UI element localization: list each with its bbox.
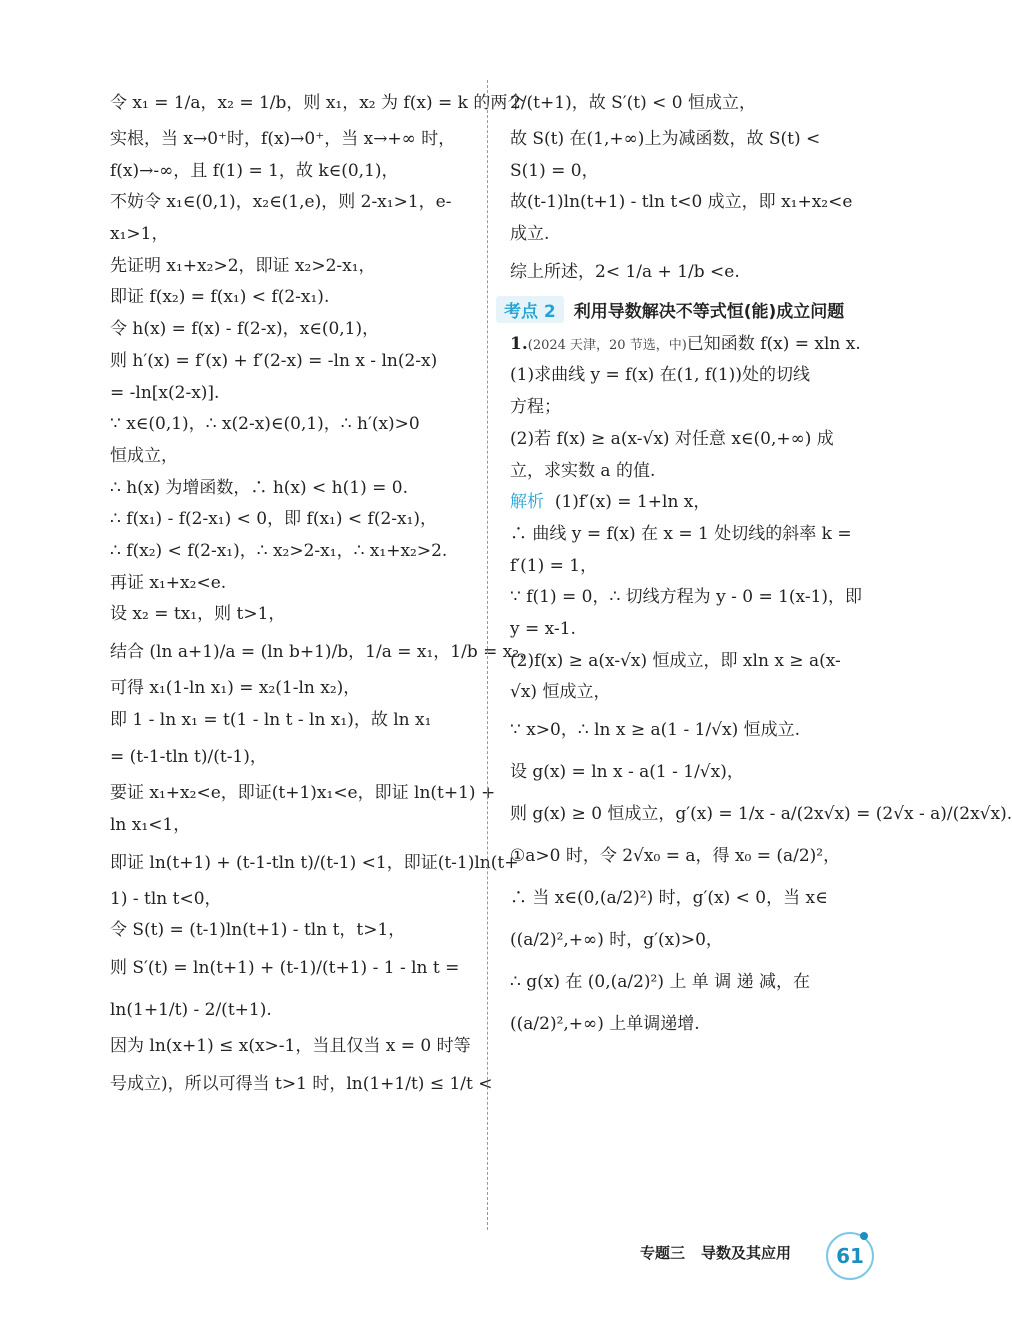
left-text-line: 1) - tln t<0， — [110, 888, 222, 909]
left-text-line: 可得 x₁(1-ln x₁) = x₂(1-ln x₂)， — [110, 678, 361, 698]
left-text-line: ∴ f(x₂) < f(2-x₁)，∴ x₂>2-x₁，∴ x₁+x₂>2. — [110, 540, 448, 561]
left-text-line: 恒成立， — [110, 445, 178, 466]
left-text-line: ln(1+1/t) - 2/(t+1). — [110, 1000, 272, 1021]
right-text-line: S(1) = 0， — [510, 160, 599, 181]
solution-line: 设 g(x) = ln x - a(1 - 1/√x)， — [510, 762, 744, 782]
left-text-line: 则 h′(x) = f′(x) + f′(2-x) = -ln x - ln(2-x) — [110, 350, 438, 371]
left-text-line: 不妨令 x₁∈(0,1)，x₂∈(1,e)，则 2-x₁>1，e- — [110, 192, 452, 213]
problem-stem: 已知函数 f(x) = xln x. — [686, 333, 861, 354]
left-text-line: 令 x₁ = 1/a，x₂ = 1/b，则 x₁，x₂ 为 f(x) = k 的两个 — [110, 93, 525, 113]
question-2-line-b: 立，求实数 a 的值. — [510, 460, 656, 481]
problem-source: (2024 天津，20 节选，中) — [527, 337, 687, 353]
solution-line: ∴ 曲线 y = f(x) 在 x = 1 处切线的斜率 k = — [510, 523, 852, 544]
question-1-line-b: 方程； — [510, 397, 561, 418]
left-text-line: ∵ x∈(0,1)，∴ x(2-x)∈(0,1)，∴ h′(x)>0 — [110, 414, 420, 435]
solution-line: ∵ x>0，∴ ln x ≥ a(1 - 1/√x) 恒成立. — [510, 720, 801, 740]
left-text-line: = -ln[x(2-x)]. — [110, 382, 220, 403]
left-text-line: x₁>1， — [110, 224, 169, 245]
page-number: 61 — [826, 1232, 874, 1280]
solution-line: ((a/2)²,+∞) 上单调递增. — [510, 1014, 700, 1034]
left-text-line: 结合 (ln a+1)/a = (ln b+1)/b，1/a = x₁，1/b = x₂， — [110, 642, 537, 662]
left-text-line: 再证 x₁+x₂<e. — [110, 572, 227, 593]
left-text-line: 要证 x₁+x₂<e，即证(t+1)x₁<e，即证 ln(t+1) + — [110, 783, 496, 804]
left-text-line: 即证 f(x₂) = f(x₁) < f(2-x₁). — [110, 287, 330, 308]
footer-name: 导数及其应用 — [701, 1243, 792, 1262]
footer-topic: 专题三 — [640, 1243, 686, 1262]
problem-number: 1. — [510, 333, 528, 354]
section-title: 利用导数解决不等式恒(能)成立问题 — [573, 302, 845, 323]
solution-label: 解析 — [510, 492, 544, 513]
solution-first-line — [510, 487, 870, 519]
left-text-line: ∴ h(x) 为增函数，∴ h(x) < h(1) = 0. — [110, 477, 408, 498]
right-text-line: 2/(t+1)，故 S′(t) < 0 恒成立， — [510, 93, 756, 113]
question-1-line-a: (1)求曲线 y = f(x) 在(1, f(1))处的切线 — [510, 365, 810, 386]
left-text-line: 令 S(t) = (t-1)ln(t+1) - tln t，t>1， — [110, 920, 406, 941]
left-text-line: 令 h(x) = f(x) - f(2-x)，x∈(0,1)， — [110, 319, 380, 340]
right-top-lines — [510, 82, 870, 293]
solution-lines — [510, 519, 1012, 1045]
section-tag: 考点 2 — [496, 296, 564, 323]
solution-line: ①a>0 时，令 2√x₀ = a，得 x₀ = (a/2)²， — [510, 846, 841, 866]
solution-line: 则 g(x) ≥ 0 恒成立，g′(x) = 1/x - a/(2x√x) = (2√x - a)/(2x√x). — [510, 804, 1012, 824]
right-text-line: 故(t-1)ln(t+1) - tln t<0 成立，即 x₁+x₂<e — [510, 192, 853, 213]
page-number-dot — [860, 1232, 868, 1240]
solution-line: f′(1) = 1， — [510, 555, 598, 576]
solution-line: √x) 恒成立， — [510, 682, 611, 703]
left-text-line: 因为 ln(x+1) ≤ x(x>-1，当且仅当 x = 0 时等 — [110, 1036, 471, 1057]
right-column — [504, 82, 1012, 1045]
right-text-line: 故 S(t) 在(1,+∞)上为减函数，故 S(t) < — [510, 129, 821, 149]
solution-line: (2)f(x) ≥ a(x-√x) 恒成立，即 xln x ≥ a(x- — [510, 650, 841, 671]
left-text-line: 即证 ln(t+1) + (t-1-tln t)/(t-1) <1，即证(t-1)ln(t+ — [110, 852, 519, 873]
left-text-line: 则 S′(t) = ln(t+1) + (t-1)/(t+1) - 1 - ln t = — [110, 958, 460, 979]
left-text-line: 先证明 x₁+x₂>2，即证 x₂>2-x₁， — [110, 255, 376, 276]
left-text-line: ∴ f(x₁) - f(2-x₁) < 0，即 f(x₁) < f(2-x₁)， — [110, 509, 438, 530]
question-2-line-a: (2)若 f(x) ≥ a(x-√x) 对任意 x∈(0,+∞) 成 — [510, 428, 834, 449]
right-text-line: 成立. — [510, 224, 550, 245]
section-header — [496, 295, 870, 325]
solution-line: ∴ 当 x∈(0,(a/2)²) 时，g′(x) < 0，当 x∈ — [510, 888, 828, 908]
solution-line: ((a/2)²,+∞) 时，g′(x)>0， — [510, 930, 723, 950]
column-divider — [487, 80, 488, 1230]
left-text-line: 设 x₂ = tx₁，则 t>1， — [110, 604, 286, 625]
left-text-line: 实根，当 x→0⁺时，f(x)→0⁺，当 x→+∞ 时， — [110, 129, 456, 149]
left-text-line: ln x₁<1， — [110, 815, 191, 836]
solution-line: ∴ g(x) 在 (0,(a/2)²) 上 单 调 递 减，在 — [510, 972, 811, 992]
solution-first: (1)f′(x) = 1+ln x， — [554, 492, 711, 513]
left-text-line: f(x)→-∞，且 f(1) = 1，故 k∈(0,1)， — [110, 160, 399, 181]
left-text-line: = (t-1-tln t)/(t-1)， — [110, 747, 267, 768]
left-text-line: 号成立)，所以可得当 t>1 时，ln(1+1/t) ≤ 1/t < — [110, 1073, 493, 1094]
solution-line: y = x-1. — [510, 618, 576, 639]
left-text-line: 即 1 - ln x₁ = t(1 - ln t - ln x₁)，故 ln x₁ — [110, 709, 432, 730]
solution-line: ∵ f(1) = 0，∴ 切线方程为 y - 0 = 1(x-1)，即 — [510, 587, 863, 608]
problem-stem-line — [510, 329, 870, 361]
right-text-line: 综上所述，2< 1/a + 1/b <e. — [510, 261, 740, 282]
